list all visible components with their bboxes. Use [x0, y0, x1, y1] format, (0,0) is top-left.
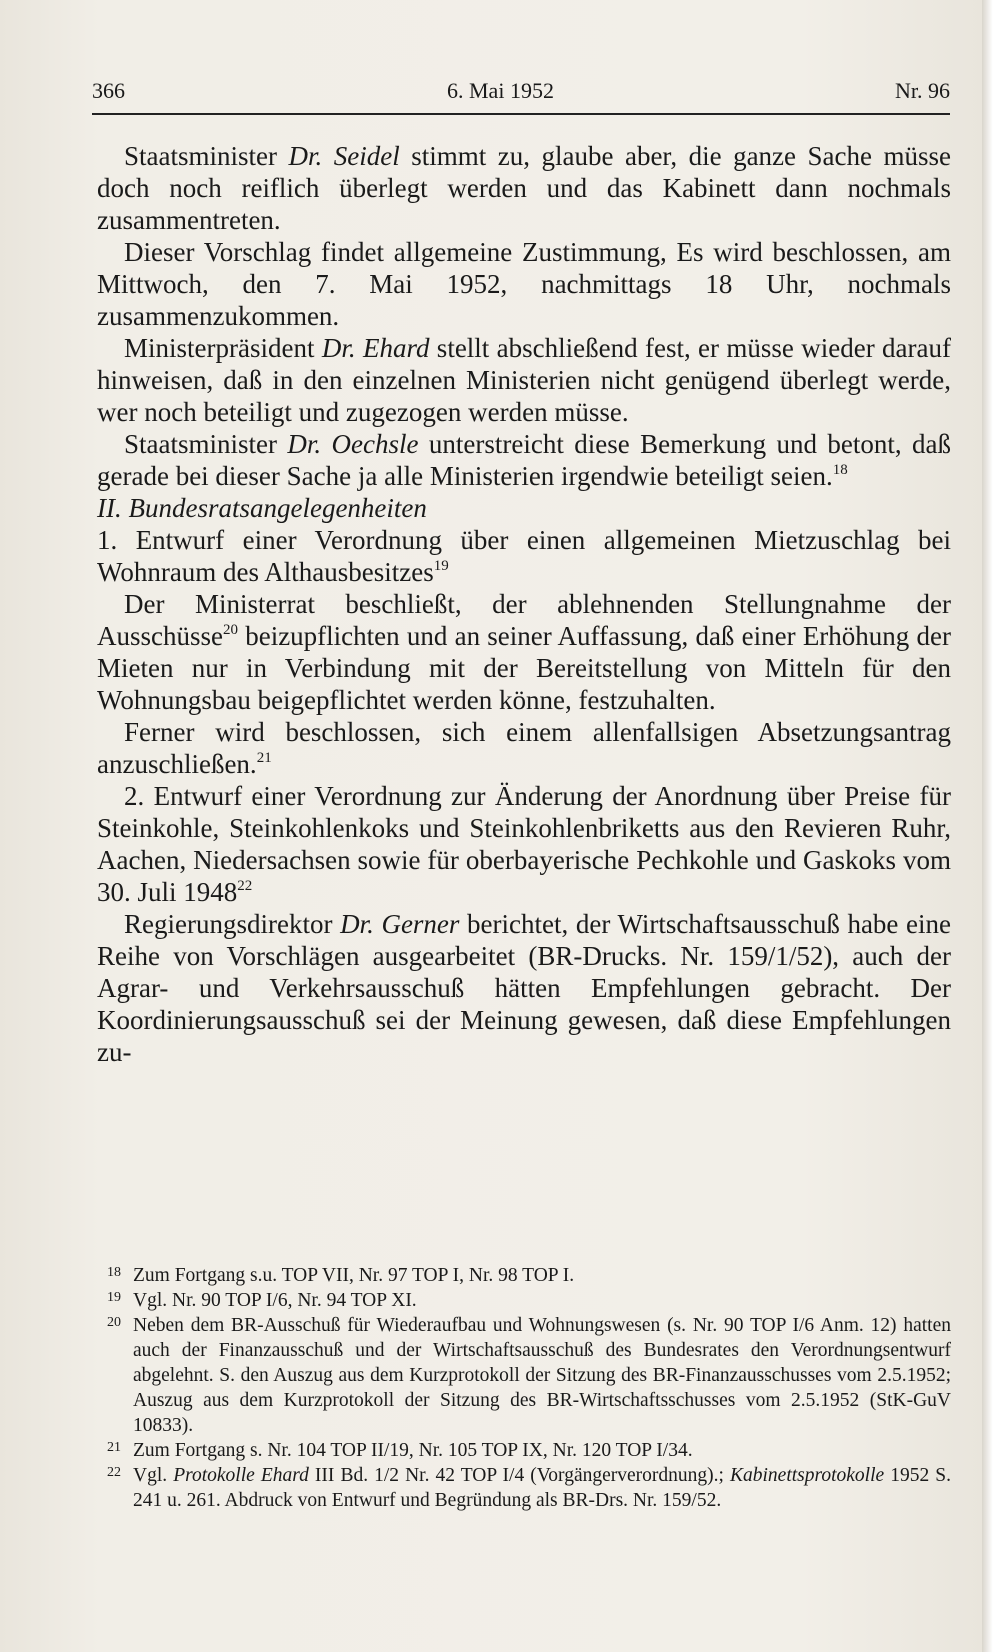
- speaker-name: Dr. Gerner: [340, 909, 460, 939]
- issue-number: Nr. 96: [895, 78, 950, 103]
- footnote-ref: 20: [223, 622, 238, 638]
- footnote-22: 22 Vgl. Protokolle Ehard III Bd. 1/2 Nr. 42 TOP I/4 (Vorgängerverordnung).; Kabinettsprotokolle 1952 S. 241 u. 261. Abdruck von Entwurf und Begründung als BR-Drs. Nr. 159/52.: [107, 1465, 951, 1511]
- footnote-20: 20 Neben dem BR-Ausschuß für Wiederaufbau und Wohnungswesen (s. Nr. 90 TOP I/6 Anm. 12) hatten auch der Finanzausschuß und der Wirtschaftsausschuß des Bundesrates den Verordnungsentwurf abgelehnt. S. den Auszug aus dem Kurzprotokoll der Sitzung des BR-Finanzausschusses vom 2.5.1952; Auszug aus dem Kurzprotokoll der Sitzung des BR-Wirtschaftsschusses vom 2.5.1952 (StK-GuV 10833).: [107, 1315, 951, 1436]
- footnote-21: 21 Zum Fortgang s. Nr. 104 TOP II/19, Nr. 105 TOP IX, Nr. 120 TOP I/34.: [107, 1440, 693, 1461]
- running-header: [92, 78, 950, 112]
- footnote-18: 18 Zum Fortgang s.u. TOP VII, Nr. 97 TOP I, Nr. 98 TOP I.: [107, 1265, 575, 1286]
- paragraph-gerner: Regierungsdirektor Dr. Gerner berichtet, der Wirtschaftsausschuß habe eine Reihe von Vorschlägen ausgearbeitet (BR-Drucks. Nr. 159/1/52), auch der Agrar- und Verkehrsausschuß hätten Empfehlungen gebracht. Der Koordinierungsausschuß sei der Meinung gewesen, daß diese Empfehlungen zu-: [97, 909, 951, 1067]
- footnote-ref: 22: [237, 878, 253, 894]
- speaker-name: Dr. Seidel: [288, 141, 400, 171]
- speaker-name: Dr. Ehard: [321, 333, 430, 363]
- speaker-name: Dr. Oechsle: [287, 429, 419, 459]
- paragraph-ministerrat: Der Ministerrat beschließt, der ablehnenden Stellungnahme der Ausschüsse$^{20}$ beizupflichten und an seiner Auffassung, daß einer Erhöhung der Mieten nur in Verbindung mit der Bereitstellung von Mitteln für den Wohnungsbau beigepflichtet werden könne, festzuhalten.: [97, 589, 951, 715]
- agenda-item-1: 1. Entwurf einer Verordnung über einen allgemeinen Mietzuschlag bei Wohnraum des Althausbesitzes$^{19}$: [97, 525, 951, 587]
- main-text: [97, 140, 951, 1068]
- paragraph-oechsle: Staatsminister Dr. Oechsle unterstreicht diese Bemerkung und betont, daß gerade bei dieser Sache ja alle Ministerien irgendwie beteiligt seien.$^{18}$: [97, 429, 951, 491]
- footnote-ref: 19: [433, 558, 449, 574]
- footnotes: [97, 1263, 951, 1513]
- header-rule: [92, 113, 950, 115]
- section-heading: II. Bundesratsangelegenheiten: [97, 493, 427, 523]
- footnote-ref: 21: [256, 750, 272, 766]
- paragraph-ehard: Ministerpräsident Dr. Ehard stellt abschließend fest, er müsse wieder darauf hinweisen, daß in den einzelnen Ministerien nicht genügend überlegt werde, wer noch beteiligt und zugezogen werden müsse.: [97, 333, 952, 427]
- page-edge: [982, 0, 1000, 1652]
- footnote-ref: 18: [832, 462, 848, 478]
- paragraph-decision: Dieser Vorschlag findet allgemeine Zustimmung, Es wird beschlossen, am Mittwoch, den 7. Mai 1952, nachmittags 18 Uhr, nochmals zusammenzukommen.: [97, 237, 951, 331]
- header-date: 6. Mai 1952: [447, 78, 554, 103]
- paragraph-absetzung: Ferner wird beschlossen, sich einem allenfallsigen Absetzungsantrag anzuschließen.$^{21}$: [97, 717, 951, 779]
- footnote-19: 19 Vgl. Nr. 90 TOP I/6, Nr. 94 TOP XI.: [107, 1290, 417, 1311]
- paragraph-seidel: Staatsminister Dr. Seidel stimmt zu, glaube aber, die ganze Sache müsse doch noch reiflich überlegt werden und das Kabinett dann nochmals zusammentreten.: [97, 141, 951, 235]
- page-number: 366: [92, 78, 125, 103]
- agenda-item-2: 2. Entwurf einer Verordnung zur Änderung der Anordnung über Preise für Steinkohle, Steinkohlenkoks und Steinkohlenbriketts aus den Revieren Ruhr, Aachen, Niedersachsen sowie für oberbayerische Pechkohle und Gaskoks vom 30. Juli 1948$^{22}$: [97, 781, 951, 907]
